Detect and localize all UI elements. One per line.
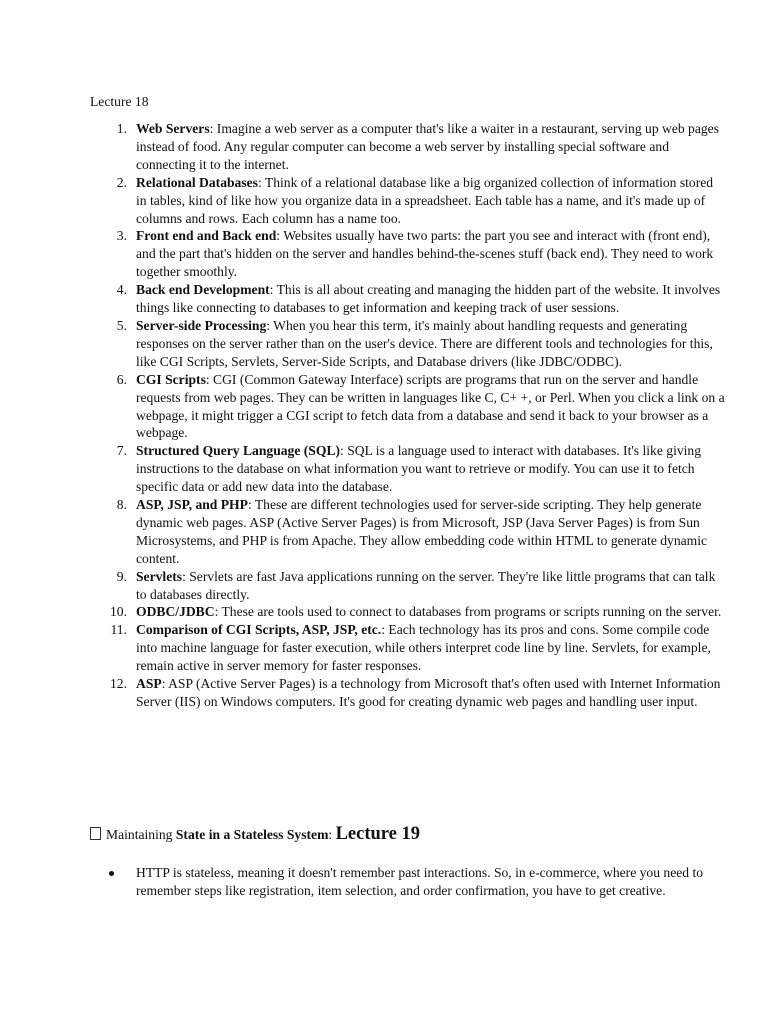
list-item xyxy=(110,675,726,711)
item-term: ASP xyxy=(136,676,162,692)
missing-glyph-box-icon xyxy=(90,827,101,840)
item-text: : When you hear this term, it's mainly about handling requests and generating responses on the server rather than on the user's device. There are different tools and technologies for this, like CGI Scripts, Servlets, Server-Side Scripts, and Database drivers (like JDBC/ODBC). xyxy=(136,317,713,369)
item-number: 4. xyxy=(116,282,127,298)
bullet-list xyxy=(90,864,726,900)
section-heading-prefix: Maintaining xyxy=(106,827,173,842)
item-term: Structured Query Language (SQL) xyxy=(136,443,341,459)
item-term: Web Servers xyxy=(136,121,210,136)
bullet-icon xyxy=(109,871,114,876)
item-number: 9. xyxy=(116,568,127,584)
list-item xyxy=(116,496,726,568)
item-number: 5. xyxy=(116,317,127,333)
bullet-item xyxy=(136,864,726,900)
list-item xyxy=(116,371,726,443)
item-text: : CGI (Common Gateway Interface) scripts are programs that run on the server and handle requests from web pages. They can be written in languages like C, C+ +, or Perl. When you click a link on a webpage, it might trigger a CGI script to fetch data from a database and send it back to your browser as a webpage. xyxy=(136,371,725,441)
item-text: : This is all about creating and managing the hidden part of the website. It involves things like connecting to databases to get information and keeping track of user sessions. xyxy=(136,282,721,316)
list-item xyxy=(116,174,726,228)
item-number: 7. xyxy=(116,443,127,459)
list-item xyxy=(116,281,726,317)
item-term: Relational Databases xyxy=(136,174,258,190)
item-term: ASP, JSP, and PHP xyxy=(136,497,248,513)
item-term: Servlets xyxy=(136,568,183,584)
item-number: 3. xyxy=(116,228,127,244)
item-number: 2. xyxy=(116,174,127,190)
item-text: : These are different technologies used for server-side scripting. They help generate dynamic web pages. ASP (Active Server Pages) is from Microsoft, JSP (Java Server Pages) is from Sun Microsystems, and PHP is from Apache. They allow embedding code within HTML to generate dynamic content. xyxy=(136,497,708,566)
item-text: : These are tools used to connect to databases from programs or scripts running on the server. xyxy=(214,604,722,620)
list-item xyxy=(116,442,726,496)
list-item xyxy=(116,120,726,174)
lecture-heading: Lecture 18 xyxy=(90,94,149,109)
item-term: Front end and Back end xyxy=(136,228,277,244)
list-item xyxy=(110,621,726,675)
list-item xyxy=(116,317,726,371)
item-term: Server-side Processing xyxy=(136,317,267,333)
list-item xyxy=(116,568,726,604)
item-number: 11. xyxy=(110,622,127,638)
section-heading xyxy=(90,826,420,844)
item-term: Back end Development xyxy=(136,282,270,298)
bullet-text: HTTP is stateless, meaning it doesn't remember past interactions. So, in e-commerce, where you need to remember steps like registration, item selection, and order confirmation, you have to get creative. xyxy=(136,865,704,898)
item-text: : Each technology has its pros and cons. Some compile code into machine language for faster execution, while others interpret code line by line. Servlets, for example, remain active in server memory for faster responses. xyxy=(136,622,711,674)
item-text: : Think of a relational database like a big organized collection of information stored in tables, kind of like how you organize data in a spreadsheet. Each table has a name, and it's made up of columns and rows. Each column has a name too. xyxy=(136,174,714,226)
section-heading-colon: : xyxy=(328,827,333,842)
item-term: CGI Scripts xyxy=(136,371,206,387)
item-text: : Websites usually have two parts: the part you see and interact with (front end), and the part that's hidden on the server and handles behind-the-scenes stuff (back end). They need to work together smoothly. xyxy=(136,228,714,280)
item-number: 6. xyxy=(116,371,127,387)
section-heading-bold: State in a Stateless System xyxy=(175,827,329,842)
item-text: : SQL is a language used to interact with databases. It's like giving instructions to the database on what information you want to retrieve or modify. You can use it to fetch specific data or add new data into the database. xyxy=(136,443,702,495)
item-term: ODBC/JDBC xyxy=(136,604,215,620)
item-text: : Servlets are fast Java applications running on the server. They're like little programs that can talk to databases directly. xyxy=(136,568,716,602)
item-number: 8. xyxy=(116,497,127,513)
list-item xyxy=(116,227,726,281)
item-number: 12. xyxy=(110,676,127,692)
item-number: 10. xyxy=(110,604,127,620)
list-item xyxy=(110,603,726,621)
topic-list xyxy=(90,120,726,711)
item-text: : ASP (Active Server Pages) is a technology from Microsoft that's often used with Internet Information Server (IIS) on Windows computers. It's good for creating dynamic web pages and handling user input. xyxy=(136,676,721,709)
item-term: Comparison of CGI Scripts, ASP, JSP, etc. xyxy=(136,622,382,638)
section-heading-lecture: Lecture 19 xyxy=(335,824,421,844)
item-number: 1. xyxy=(116,121,127,136)
item-text: : Imagine a web server as a computer that's like a waiter in a restaurant, serving up web pages instead of food. Any regular computer can become a web server by installing special software and connecting it to the internet. xyxy=(136,121,720,172)
